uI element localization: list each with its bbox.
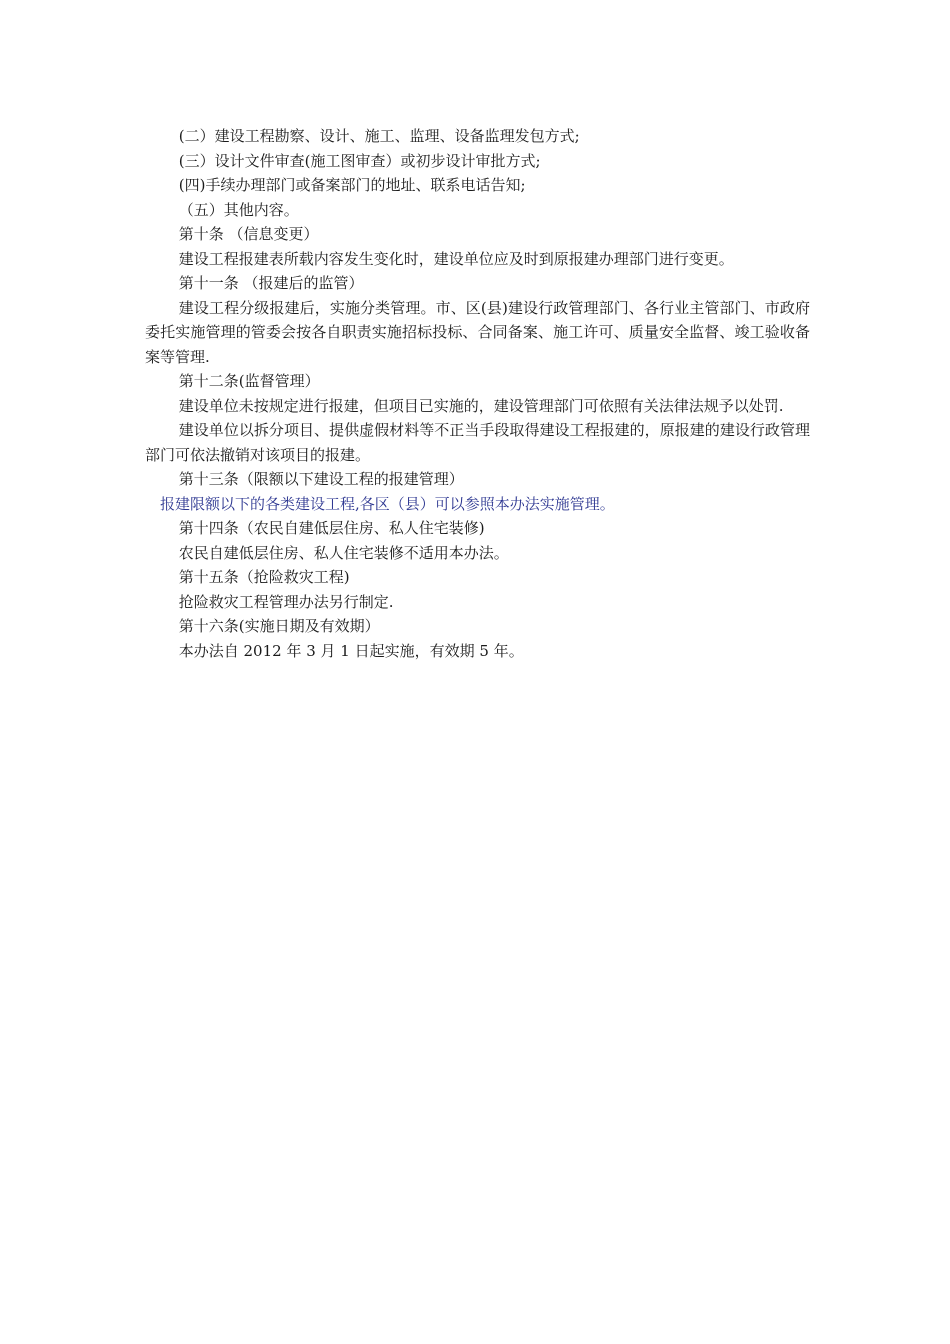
article-10-body: 建设工程报建表所载内容发生变化时，建设单位应及时到原报建办理部门进行变更。 xyxy=(178,249,734,268)
article-11-body: 建设工程分级报建后，实施分类管理。市、区(县)建设行政管理部门、各行业主管部门、市政府委托实施管理的管委会按各自职责实施招标投标、合同备案、施工许可、质量安全监督、竣工验收备案等管理. xyxy=(145,298,810,366)
article-14-body: 农民自建低层住房、私人住宅装修不适用本办法。 xyxy=(178,543,509,562)
article-14-heading: 第十四条（农民自建低层住房、私人住宅装修) xyxy=(178,519,485,537)
article-15-heading: 第十五条（抢险救灾工程) xyxy=(178,568,350,586)
article-13-body: 报建限额以下的各类建设工程,各区（县）可以参照本办法实施管理。 xyxy=(160,494,615,513)
article-15-body: 抢险救灾工程管理办法另行制定. xyxy=(178,592,394,611)
article-12-body-1: 建设单位未按规定进行报建，但项目已实施的，建设管理部门可依照有关法律法规予以处罚. xyxy=(178,396,784,415)
article-12-heading: 第十二条(监督管理） xyxy=(178,372,320,390)
paragraph-item-4-contact-info: (四)手续办理部门或备案部门的地址、联系电话告知; xyxy=(178,176,526,194)
article-16-body: 本办法自 2012 年 3 月 1 日起实施，有效期 5 年。 xyxy=(178,641,524,660)
article-11-heading: 第十一条 （报建后的监管） xyxy=(178,274,364,292)
paragraph-item-3-design-review: (三）设计文件审查(施工图审查）或初步设计审批方式; xyxy=(178,151,541,170)
paragraph-item-2-contract-method: (二）建设工程勘察、设计、施工、监理、设备监理发包方式; xyxy=(178,127,580,145)
document-body xyxy=(145,124,810,663)
article-16-heading: 第十六条(实施日期及有效期） xyxy=(178,617,380,635)
article-10-heading: 第十条 （信息变更） xyxy=(178,225,319,243)
article-12-body-2: 建设单位以拆分项目、提供虚假材料等不正当手段取得建设工程报建的，原报建的建设行政管理部门可依法撤销对该项目的报建。 xyxy=(145,421,810,464)
article-13-heading: 第十三条（限额以下建设工程的报建管理） xyxy=(178,470,464,488)
paragraph-item-5-other: （五）其他内容。 xyxy=(178,200,299,219)
